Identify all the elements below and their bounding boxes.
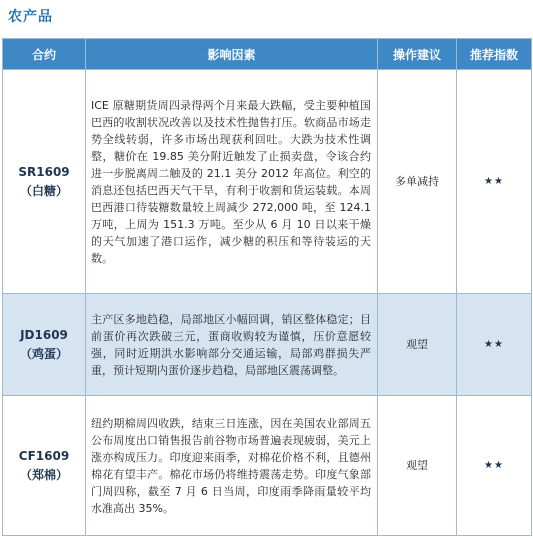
table-row	[3, 70, 532, 294]
table-row	[3, 396, 532, 536]
header-rating: 推荐指数	[457, 39, 532, 70]
contract-name: （郑棉）	[19, 467, 68, 482]
section-title: 农产品	[8, 9, 53, 25]
rating-stars: ★★	[457, 294, 532, 396]
header-advice: 操作建议	[378, 39, 457, 70]
contract-cell	[3, 294, 86, 396]
advice-cell: 观望	[378, 294, 457, 396]
contract-name: （鸡蛋）	[19, 346, 68, 361]
contract-code: SR1609	[18, 164, 70, 179]
factors-cell: ICE 原糖期货周四录得两个月来最大跌幅，受主要种植国巴西的收割状况改善以及技术性抛售打压。软商品市场走势全线转弱，许多市场出现获利回吐。大跌为技术性调整，糖价在 19.85 美分附近触发了止损卖盘，令该合约进一步脱离周二触及的 21.1 美分 2012 年高位。利空的消息还包括巴西天气干旱，有利于收割和货运装载。本周巴西港口待装糖数量较上周减少 272,000 吨，至 124.1 万吨，上周为 151.3 万吨。至少从 6 月 10 日以来干燥的天气加速了港口运作，减少糖的积压和等待装运的天数。	[86, 70, 378, 294]
contract-code: CF1609	[18, 448, 70, 463]
contract-name: （白糖）	[19, 183, 68, 198]
contract-cell	[3, 70, 86, 294]
table-header-row	[3, 39, 532, 70]
contract-cell	[3, 396, 86, 536]
contract-code: JD1609	[20, 327, 68, 342]
factors-cell: 主产区多地趋稳，局部地区小幅回调，销区整体稳定；目前蛋价再次跌破三元，蛋商收购较为谨慎，压价意愿较强，同时近期洪水影响部分交通运输，局部鸡群损失严重，预计短期内蛋价逐步趋稳，局部地区震荡调整。	[86, 294, 378, 396]
header-contract: 合约	[3, 39, 86, 70]
advice-cell: 多单减持	[378, 70, 457, 294]
factors-cell: 纽约期棉周四收跌，结束三日连涨，因在美国农业部周五公布周度出口销售报告前谷物市场普遍表现疲弱，美元上涨亦构成压力。印度迎来雨季，对棉花价格不利，且德州棉花有望丰产。棉花市场仍将维持震荡走势。印度气象部门周四称，截至 7 月 6 日当周，印度雨季降雨量较平均水准高出 35%。	[86, 396, 378, 536]
table-row	[3, 294, 532, 396]
advice-cell: 观望	[378, 396, 457, 536]
rating-stars: ★★	[457, 70, 532, 294]
header-factors: 影响因素	[86, 39, 378, 70]
rating-stars: ★★	[457, 396, 532, 536]
commodity-table	[2, 38, 532, 536]
